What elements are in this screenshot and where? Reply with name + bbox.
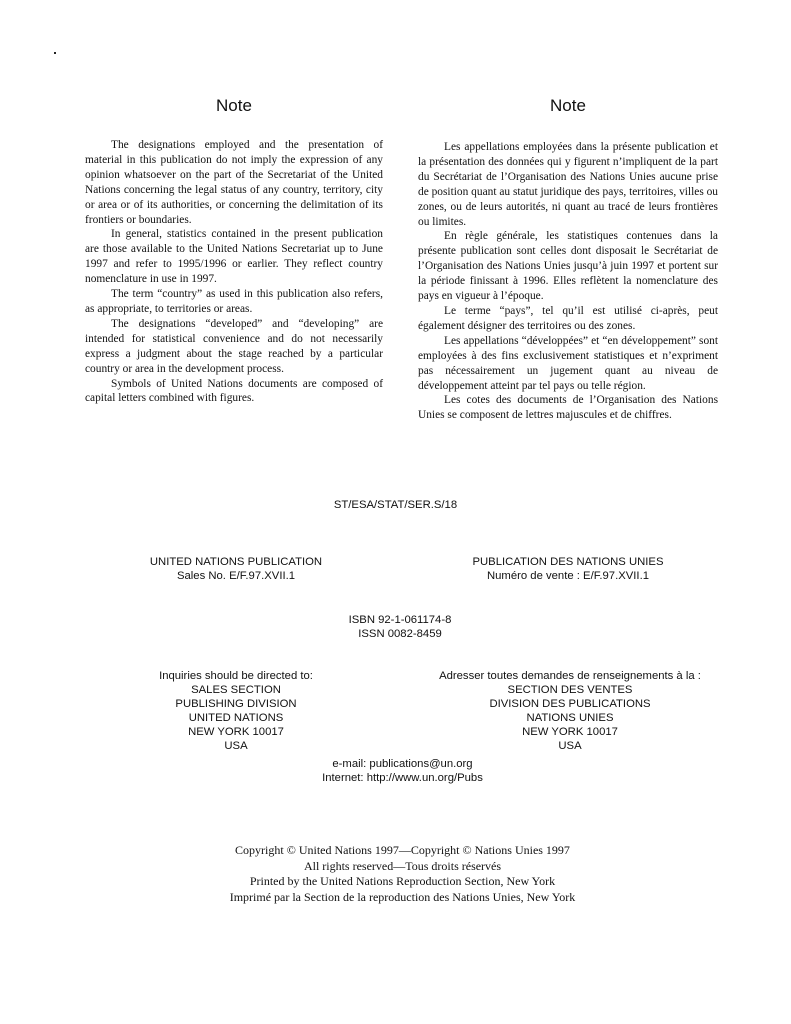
document-symbol: ST/ESA/STAT/SER.S/18 bbox=[333, 499, 458, 511]
note-french-paragraph: Les appellations “développées” et “en développement” sont employées à des fins exclusivement statistiques et n’expriment pas nécessairement un jugement quant au niveau de développement atteint par tel pays ou telle région. bbox=[418, 334, 718, 392]
sales-number-english: Sales No. E/F.97.XVII.1 bbox=[176, 570, 296, 582]
address-line: PUBLISHING DIVISION bbox=[175, 698, 297, 710]
publication-block-french bbox=[450, 555, 686, 583]
note-english-paragraph: Symbols of United Nations documents are composed of capital letters combined with figures. bbox=[85, 377, 383, 405]
isbn-number: ISBN 92-1-061174-8 bbox=[348, 614, 452, 626]
address-line: NEW YORK 10017 bbox=[188, 726, 284, 738]
note-english-paragraph: The designations employed and the presentation of material in this publication do not imply the expression of any opinion whatsoever on the part of the Secretariat of the United Nations concerning the legal status of any country, territory, city or area or of its authorities, or concerning the delimitation of its frontiers or boundaries. bbox=[85, 139, 383, 226]
email-address: e-mail: publications@un.org bbox=[332, 758, 473, 770]
contact-block bbox=[0, 757, 791, 785]
note-english-paragraph: The designations “developed” and “developing” are intended for statistical convenience and do not necessarily express a judgment about the stage reached by a particular country or area in the development process. bbox=[85, 317, 383, 375]
note-french-paragraph: Le terme “pays”, tel qu’il est utilisé ci-après, peut également désigner des territoires ou des zones. bbox=[418, 304, 718, 332]
note-french-paragraph: Les cotes des documents de l’Organisation des Nations Unies se composent de lettres majuscules et de chiffres. bbox=[418, 394, 718, 422]
copyright-line: Copyright © United Nations 1997—Copyright © Nations Unies 1997 bbox=[235, 843, 570, 857]
copyright-block bbox=[0, 843, 791, 905]
internet-address: Internet: http://www.un.org/Pubs bbox=[322, 772, 483, 784]
note-english-paragraph: In general, statistics contained in the present publication are those available to the United Nations Secretariat up to June 1997 and refer to 1995/1996 or earlier. They reflect country nomenclature in use in 1997. bbox=[85, 228, 383, 286]
sales-number-french: Numéro de vente : E/F.97.XVII.1 bbox=[486, 570, 649, 582]
address-line: DIVISION DES PUBLICATIONS bbox=[489, 698, 651, 710]
printed-by-line: Printed by the United Nations Reproduction Section, New York bbox=[249, 874, 556, 888]
note-title-english: Note bbox=[216, 96, 252, 115]
note-english-paragraph: The term “country” as used in this publication also refers, as appropriate, to territories or areas. bbox=[85, 288, 383, 315]
scan-speck bbox=[54, 52, 56, 54]
rights-reserved-line: All rights reserved—Tous droits réservés bbox=[303, 858, 502, 873]
issn-number: ISSN 0082-8459 bbox=[358, 628, 442, 640]
address-line: SECTION DES VENTES bbox=[507, 684, 633, 696]
publication-block-english bbox=[130, 555, 342, 583]
address-line: USA bbox=[224, 740, 248, 752]
inquiries-heading-english: Inquiries should be directed to: bbox=[159, 670, 313, 682]
address-line: NATIONS UNIES bbox=[526, 712, 614, 724]
publication-heading-french: PUBLICATION DES NATIONS UNIES bbox=[472, 556, 664, 568]
isbn-issn-block bbox=[300, 613, 500, 641]
address-line: USA bbox=[558, 740, 582, 752]
note-title-french: Note bbox=[550, 96, 586, 115]
inquiries-heading-french: Adresser toutes demandes de renseignements à la : bbox=[439, 670, 701, 682]
inquiries-block-english bbox=[120, 669, 352, 753]
imprime-par-line: Imprimé par la Section de la reproduction des Nations Unies, New York bbox=[229, 889, 576, 904]
address-line: UNITED NATIONS bbox=[188, 712, 284, 724]
note-english-column bbox=[85, 96, 383, 406]
address-line: SALES SECTION bbox=[191, 684, 281, 696]
note-french-paragraph: En règle générale, les statistiques contenues dans la présente publication sont celles dont disposait le Secrétariat de l’Organisation des Nations Unies jusqu’à juin 1997 et portent sur la période finissant à 1996. Elles reflètent la nomenclature des pays en vigueur à l’époque. bbox=[418, 230, 718, 303]
note-french-paragraph: Les appellations employées dans la présente publication et la présentation des données qui y figurent n’impliquent de la part du Secrétariat de l’Organisation des Nations Unies aucune prise de position quant au statut juridique des pays, territoires, villes ou zones, ou de leurs autorités, ni quant au tracé de leurs frontières ou limites. bbox=[418, 141, 718, 228]
inquiries-block-french bbox=[405, 669, 735, 753]
address-line: NEW YORK 10017 bbox=[522, 726, 618, 738]
note-french-column bbox=[418, 96, 718, 423]
publication-heading-english: UNITED NATIONS PUBLICATION bbox=[149, 556, 323, 568]
